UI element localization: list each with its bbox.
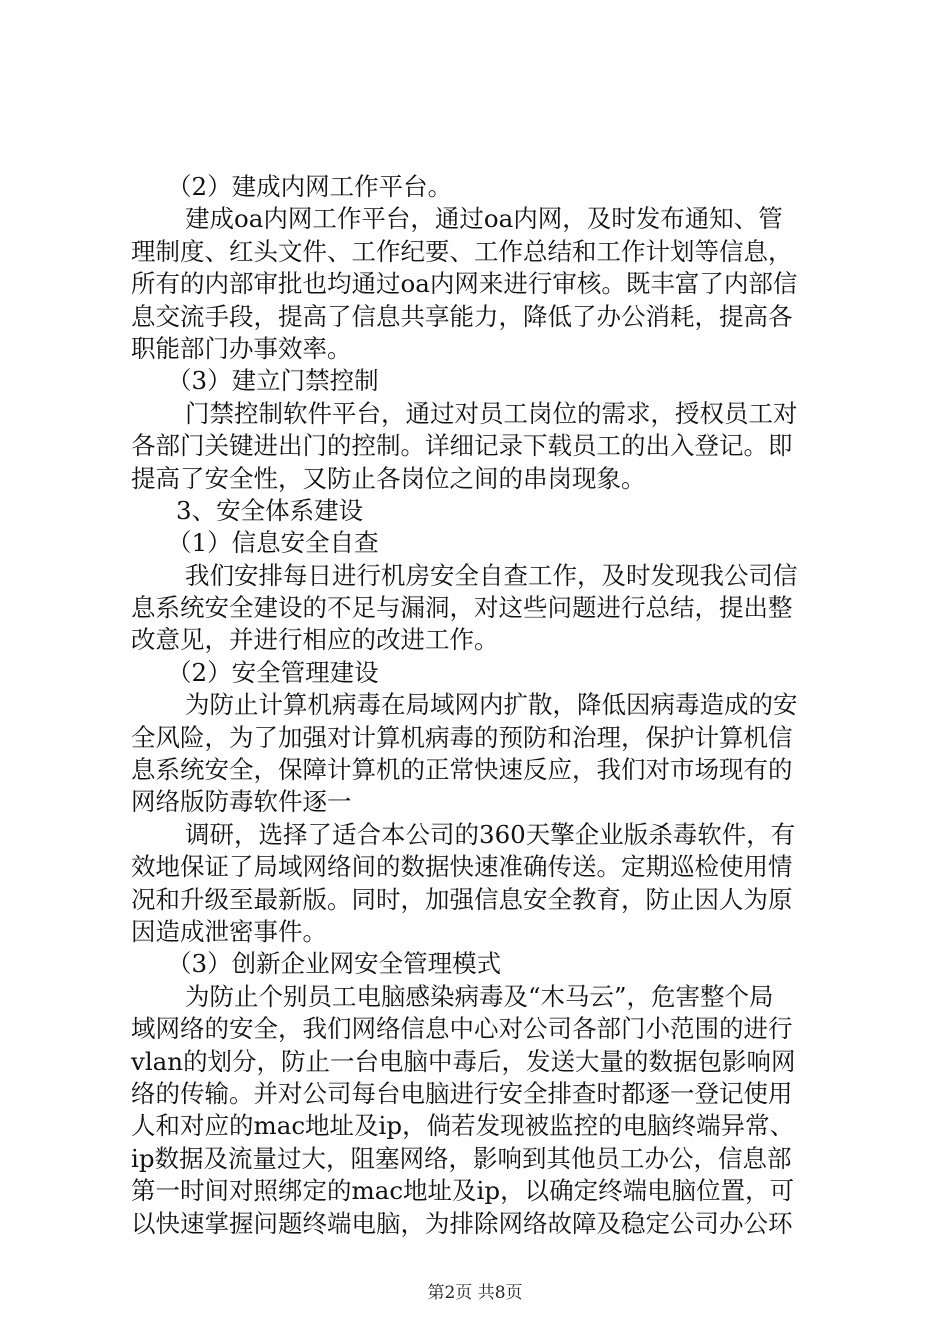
document-body (131, 171, 831, 1240)
paragraph-line: 为防止计算机病毒在局域网内扩散，降低因病毒造成的安 (185, 690, 798, 720)
paragraph-line: 提高了安全性，又防止各岗位之间的串岗现象。 (131, 463, 646, 493)
paragraph-line: 改意见，并进行相应的改进工作。 (131, 625, 499, 655)
paragraph-line: 我们安排每日进行机房安全自查工作，及时发现我公司信 (185, 560, 798, 590)
paragraph-line: ip数据及流量过大，阻塞网络，影响到其他员工办公，信息部 (131, 1143, 792, 1173)
paragraph-line: 效地保证了局域网络间的数据快速准确传送。定期巡检使用情 (131, 852, 793, 882)
paragraph-line: 理制度、红头文件、工作纪要、工作总结和工作计划等信息， (131, 236, 793, 266)
paragraph-line: 以快速掌握问题终端电脑，为排除网络故障及稳定公司办公环 (131, 1208, 793, 1238)
subheading-network-security-mode: （3）创新企业网安全管理模式 (167, 949, 502, 979)
paragraph-line: 网络版防毒软件逐一 (131, 787, 352, 817)
paragraph-line: vlan的划分，防止一台电脑中毒后，发送大量的数据包影响网 (131, 1046, 796, 1076)
paragraph-line: 为防止个别员工电脑感染病毒及“木马云”，危害整个局 (185, 981, 774, 1011)
section-heading-security: 3、安全体系建设 (176, 495, 364, 525)
paragraph-line: 息系统安全，保障计算机的正常快速反应，我们对市场现有的 (131, 755, 793, 785)
paragraph-line: 息系统安全建设的不足与漏洞，对这些问题进行总结，提出整 (131, 593, 793, 623)
subheading-access-control: （3）建立门禁控制 (167, 366, 379, 396)
paragraph-line: 人和对应的mac地址及ip，倘若发现被监控的电脑终端异常、 (131, 1111, 795, 1141)
subheading-security-management: （2）安全管理建设 (167, 657, 379, 687)
paragraph-line: 各部门关键进出门的控制。详细记录下载员工的出入登记。即 (131, 431, 793, 461)
paragraph-line: 息交流手段，提高了信息共享能力，降低了办公消耗，提高各 (131, 301, 793, 331)
paragraph-line: 第一时间对照绑定的mac地址及ip，以确定终端电脑位置，可 (131, 1176, 795, 1206)
subheading-self-check: （1）信息安全自查 (167, 528, 379, 558)
paragraph-line: 所有的内部审批也均通过oa内网来进行审核。既丰富了内部信 (131, 269, 798, 299)
paragraph-line: 域网络的安全，我们网络信息中心对公司各部门小范围的进行 (131, 1014, 793, 1044)
paragraph-line: 络的传输。并对公司每台电脑进行安全排查时都逐一登记使用 (131, 1078, 793, 1108)
paragraph-line: 况和升级至最新版。同时，加强信息安全教育，防止因人为原 (131, 884, 793, 914)
paragraph-line: 调研，选择了适合本公司的360天擎企业版杀毒软件，有 (185, 819, 796, 849)
paragraph-line: 门禁控制软件平台，通过对员工岗位的需求，授权员工对 (185, 398, 798, 428)
paragraph-line: 职能部门办事效率。 (131, 333, 352, 363)
paragraph-line: 全风险，为了加强对计算机病毒的预防和治理，保护计算机信 (131, 722, 793, 752)
subheading-intranet: （2）建成内网工作平台。 (167, 172, 453, 201)
page-number-footer: 第2页 共8页 (427, 1283, 523, 1303)
paragraph-line: 建成oa内网工作平台，通过oa内网，及时发布通知、管 (185, 204, 783, 234)
paragraph-line: 因造成泄密事件。 (131, 916, 327, 946)
